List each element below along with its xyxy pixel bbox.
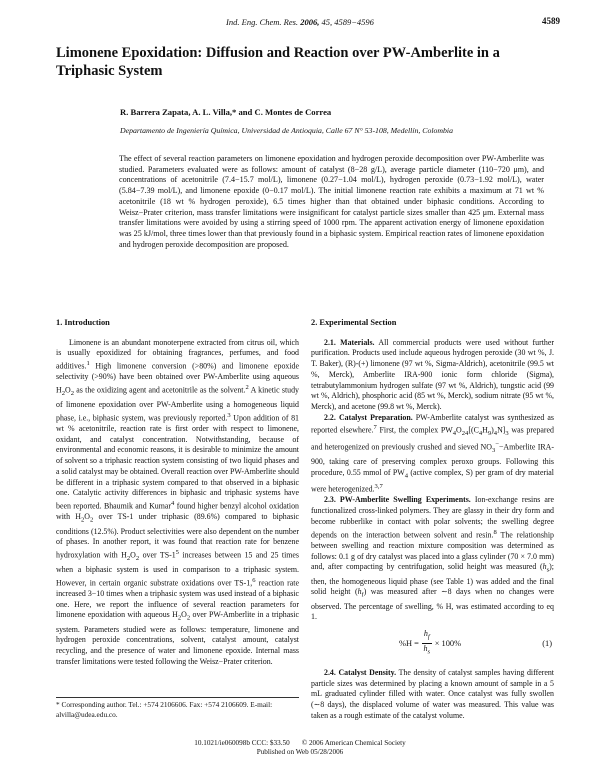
- article-authors: R. Barrera Zapata, A. L. Villa,* and C. Montes de Correa: [120, 107, 332, 117]
- running-header: [0, 17, 600, 27]
- corresponding-author-footnote: * Corresponding author. Tel.: +574 2106606. Fax: +574 2106609. E-mail: alvilla@udea.edu.co.: [56, 697, 299, 720]
- footer-doi: 10.1021/ie060098b CCC: $33.50: [194, 739, 290, 747]
- equation-1: [311, 627, 554, 661]
- journal-pages: 4589−4596: [334, 17, 374, 27]
- experimental-heading: 2. Experimental Section: [311, 318, 397, 327]
- equation-fraction: [422, 629, 432, 659]
- footer-published: Published on Web 05/28/2006: [256, 748, 344, 756]
- left-column: [56, 318, 299, 667]
- catalyst-preparation-paragraph: 2.2. Catalyst Preparation. PW-Amberlite catalyst was synthesized as reported elsewhere.$^7$ First, the complex $PW_4O_{24}[(C_4H_9)_4N]_3$ was prepared and heterogenized on previously crushed and sieved $NO_3^--Amberlite$ IRA-900, taking care of preserving complex peroxo groups. Following this procedure, 0.55 mmol of $PW_4$ (active complex, S) per gram of dry material were heterogenized.$^{3,7}$: [311, 412, 554, 494]
- introduction-paragraph: Limonene is an abundant monoterpene extracted from citrus oil, which is usually epoxidized for obtaining fragrances, perfumes, and food additives.$^1$ High limonene conversion (>80%) and limonene epoxide selectivity (>90%) have been obtained over PW-Amberlite using aqueous $H_2O_2$ as the oxidizing agent and acetonitrile as the solvent.$^2$ A kinetic study of limonene epoxidation over PW-Amberlite using a homogeneous liquid phase, i.e., biphasic system, was previously reported.$^3$ Upon addition of 81 wt % acetonitrile, reaction rate is first order with respect to limonene, oxidant, and catalyst concentration. Notwithstanding, because of environmental and economic reasons, it is desirable to minimize the amount of solvent so a triphasic reaction system consisting of two liquid phases and a solid catalyst may be obtained. Overall reaction over PW-Amberlite should be different in a triphasic system compared to that observed in a biphasic one. Catalytic activity differences in biphasic and triphasic systems have been reported. Bhaumik and Kumar$^4$ found higher benzyl alcohol oxidation with $H_2O_2$ over TS-1 under triphasic (89.6%) compared to biphasic conditions (12.5%). Product selectivities were also dependent on the number of phases. In another report, it was found that reaction rate for benzene hydroxylation with $H_2O_2$ over $TS-1^5$ increases between 15 and 25 times when a biphasic system is used in comparison to a triphasic system. However, in certain organic substrate oxidations over TS-1,$^6$ reaction rate increased 3−10 times when a triphasic system was used instead of a biphasic one. Here, we report the influence of several reaction parameters for limonene epoxidation with aqueous $H_2O_2$ over PW-Amberlite in a triphasic system. Parameters studied were as follows: temperature, limonene and hydrogen peroxide concentrations, solvent, catalyst amount, catalyst recycling, and the presence of water and limonene epoxide. Internal mass transfer limitations were tested following the Weisz−Prater criterion.: [56, 337, 300, 666]
- article-abstract: The effect of several reaction parameters on limonene epoxidation and hydrogen peroxide decomposition over PW-Amberlite was studied. Parameters evaluated were as follows: amount of catalyst (8−28 g/L), average particle diameter (110−720 μm), and concentrations of acetonitrile (7.4−15.7 mol/L), limonene (0.27−1.04 mol/L), hydrogen peroxide (0.73−1.92 mol/L), water (5.84−7.39 mol/L), and limonene epoxide (0−0.17 mol/L). The initial limonene reaction rate exhibits a maximum at 71 wt % acetonitrile (18 wt % hydrogen peroxide), 6.5 times higher than that obtained under biphasic conditions. According to Weisz−Prater criterion, mass transfer limitations were insignificant for catalyst particle sizes smaller than 425 μm. External mass transfer limitations were avoided by using a stirring speed of 1000 rpm. The apparent activation energy of limonene epoxidation was 25 kJ/mol, three times lower than that previously found in a biphasic system. Empirical reaction rates of limonene epoxidation and hydrogen peroxide decomposition are proposed.: [119, 154, 544, 249]
- equation-numerator: $h_f$: [422, 629, 432, 644]
- equation-number: (1): [542, 638, 552, 648]
- footer-copyright: © 2006 American Chemical Society: [301, 739, 406, 747]
- materials-paragraph: 2.1. Materials. All commercial products were used without further purification. Products used include aqueous hydrogen peroxide (30 wt %, J. T. Baker), (R)-(+) limonene (97 wt %, Sigma-Aldrich), acetonitrile (99.5 wt %, Merck), Amberlite IRA-900 ionic form chloride (Sigma), tetrabutylammonium hydrogen sulfate (97 wt %, Aldrich), tungstic acid (99 wt %, Aldrich), phosphoric acid (85 wt %, Merck), sodium nitrate (95 wt %, Merck), and acetone (99.8 wt %, Merck).: [311, 337, 554, 411]
- article-affiliation: Departamento de Ingeniería Química, Universidad de Antioquia, Calle 67 N° 53-108, Medellín, Colombia: [120, 126, 454, 135]
- journal-volume: 45,: [321, 17, 333, 27]
- page-footer: [0, 739, 600, 757]
- article-title: Limonene Epoxidation: Diffusion and Reaction over PW-Amberlite in a Triphasic System: [56, 45, 500, 79]
- equation-denominator: $h_s$: [423, 644, 431, 657]
- equation-rhs: × 100%: [434, 638, 462, 648]
- equation-lhs: %H =: [399, 638, 419, 648]
- journal-name: Ind. Eng. Chem. Res.: [226, 17, 299, 27]
- page-number: 4589: [542, 16, 560, 26]
- introduction-heading: 1. Introduction: [56, 318, 110, 327]
- catalyst-density-paragraph: 2.4. Catalyst Density. The density of catalyst samples having different particle sizes was determined by placing a known amount of sample in a 5 mL graduated cylinder filled with water. Once catalyst was fully swollen (∼8 days), the displaced volume of water was measured. This value was taken as a rough estimate of the catalyst volume.: [311, 667, 554, 720]
- journal-year: 2006,: [300, 17, 320, 27]
- swelling-paragraph: 2.3. PW-Amberlite Swelling Experiments. Ion-exchange resins are functionalized cross-linked polymers. They are glassy in their dry form and become rubberlike in contact with polar solvents; the swelling degree depends on the interaction between solvent and resin.$^8$ The relationship between swelling and reaction mixture composition was determined as follows: 0.1 g of dry catalyst was placed into a glass cylinder (70 × 7.0 mm) and, after compacting by centrifugation, solid height was measured $(h_s)$; then, the homogeneous liquid phase (see Table 1) was added and the final solid height $(h_f)$ was measured after ∼8 days when no changes were observed. The percentage of swelling, % H, was estimated according to eq 1.: [311, 495, 554, 622]
- right-column: [311, 318, 554, 721]
